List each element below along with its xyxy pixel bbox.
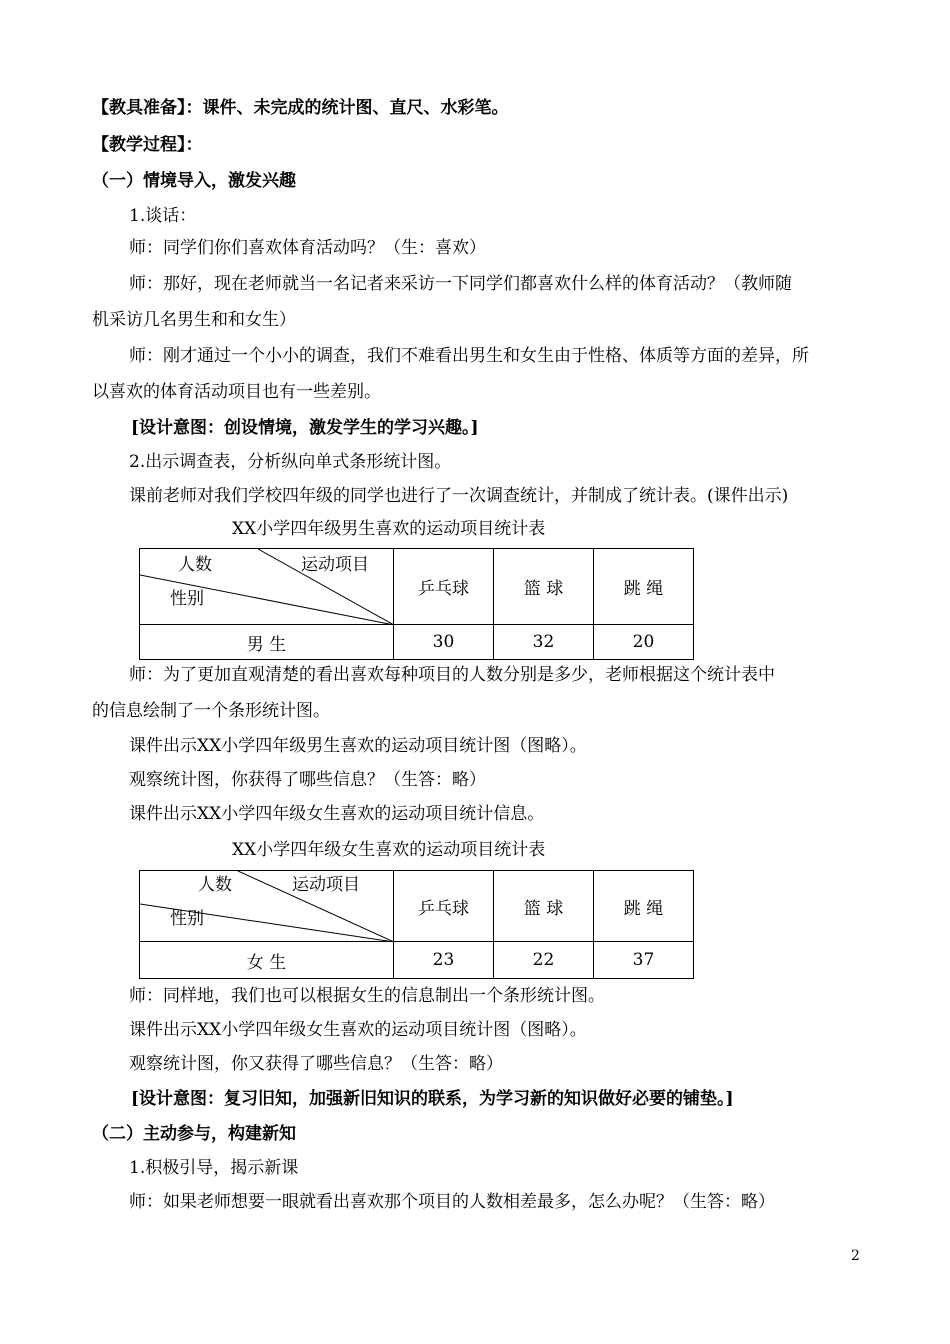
corner-gender-label: 性别 <box>170 909 204 929</box>
header-cell: 乒乓球 <box>394 871 494 942</box>
paragraph: 师：刚才通过一个小小的调查，我们不难看出男生和女生由于性格、体质等方面的差异，所 <box>129 346 809 366</box>
paragraph: 机采访几名男生和和女生） <box>92 310 296 330</box>
corner-count-label: 人数 <box>198 875 232 895</box>
value-cell: 23 <box>394 942 494 979</box>
corner-gender-label: 性别 <box>170 589 204 609</box>
paragraph: 师：同样地，我们也可以根据女生的信息制出一个条形统计图。 <box>129 986 605 1006</box>
page-number: 2 <box>851 1248 860 1264</box>
value-cell: 20 <box>594 625 694 660</box>
table-girls-caption: XX小学四年级女生喜欢的运动项目统计表 <box>232 840 546 860</box>
design-intent-1: [设计意图：创设情境，激发学生的学习兴趣。] <box>131 418 479 438</box>
paragraph: 观察统计图，你获得了哪些信息？（生答：略） <box>129 770 486 790</box>
header-cell: 乒乓球 <box>394 549 494 625</box>
header-cell: 跳 绳 <box>594 871 694 942</box>
header-cell: 篮 球 <box>494 871 594 942</box>
corner-item-label: 运动项目 <box>301 555 369 575</box>
header-cell: 跳 绳 <box>594 549 694 625</box>
paragraph: 2.出示调查表，分析纵向单式条形统计图。 <box>129 452 452 472</box>
header-cell: 篮 球 <box>494 549 594 625</box>
paragraph: 1.积极引导，揭示新课 <box>129 1158 299 1178</box>
paragraph: 的信息绘制了一个条形统计图。 <box>92 701 330 721</box>
paragraph: 师：如果老师想要一眼就看出喜欢那个项目的人数相差最多，怎么办呢？（生答：略） <box>129 1192 775 1212</box>
paragraph: 师：为了更加直观清楚的看出喜欢每种项目的人数分别是多少，老师根据这个统计表中 <box>129 665 775 685</box>
row-label-cell: 女 生 <box>140 942 394 979</box>
paragraph: 师：那好，现在老师就当一名记者来采访一下同学们都喜欢什么样的体育活动？（教师随 <box>129 274 792 294</box>
row-label-cell: 男 生 <box>140 625 394 660</box>
table-girls <box>139 870 694 979</box>
corner-count-label: 人数 <box>178 555 212 575</box>
paragraph: 课件出示XX小学四年级女生喜欢的运动项目统计信息。 <box>129 804 545 824</box>
paragraph: 以喜欢的体育活动项目也有一些差别。 <box>92 382 381 402</box>
value-cell: 30 <box>394 625 494 660</box>
value-cell: 22 <box>494 942 594 979</box>
table-corner-cell <box>140 549 394 625</box>
table-boys <box>139 548 694 660</box>
design-intent-2: [设计意图：复习旧知，加强新旧知识的联系，为学习新的知识做好必要的铺垫。] <box>131 1089 734 1109</box>
table-corner-cell <box>140 871 394 942</box>
paragraph: 课件出示XX小学四年级女生喜欢的运动项目统计图（图略）。 <box>129 1020 587 1040</box>
materials-line: 【教具准备】：课件、未完成的统计图、直尺、水彩笔。 <box>92 98 509 118</box>
corner-item-label: 运动项目 <box>292 875 360 895</box>
section-2-heading: （二）主动参与，构建新知 <box>92 1124 296 1144</box>
paragraph: 1.谈话： <box>129 206 197 226</box>
paragraph: 师：同学们你们喜欢体育活动吗？（生：喜欢） <box>129 238 486 258</box>
process-heading: 【教学过程】： <box>92 135 203 155</box>
section-1-heading: （一）情境导入，激发兴趣 <box>92 171 296 191</box>
paragraph: 课前老师对我们学校四年级的同学也进行了一次调查统计，并制成了统计表。(课件出示) <box>129 486 789 506</box>
table-boys-caption: XX小学四年级男生喜欢的运动项目统计表 <box>232 519 546 539</box>
value-cell: 32 <box>494 625 594 660</box>
paragraph: 观察统计图，你又获得了哪些信息？（生答：略） <box>129 1054 503 1074</box>
paragraph: 课件出示XX小学四年级男生喜欢的运动项目统计图（图略）。 <box>129 736 587 756</box>
value-cell: 37 <box>594 942 694 979</box>
